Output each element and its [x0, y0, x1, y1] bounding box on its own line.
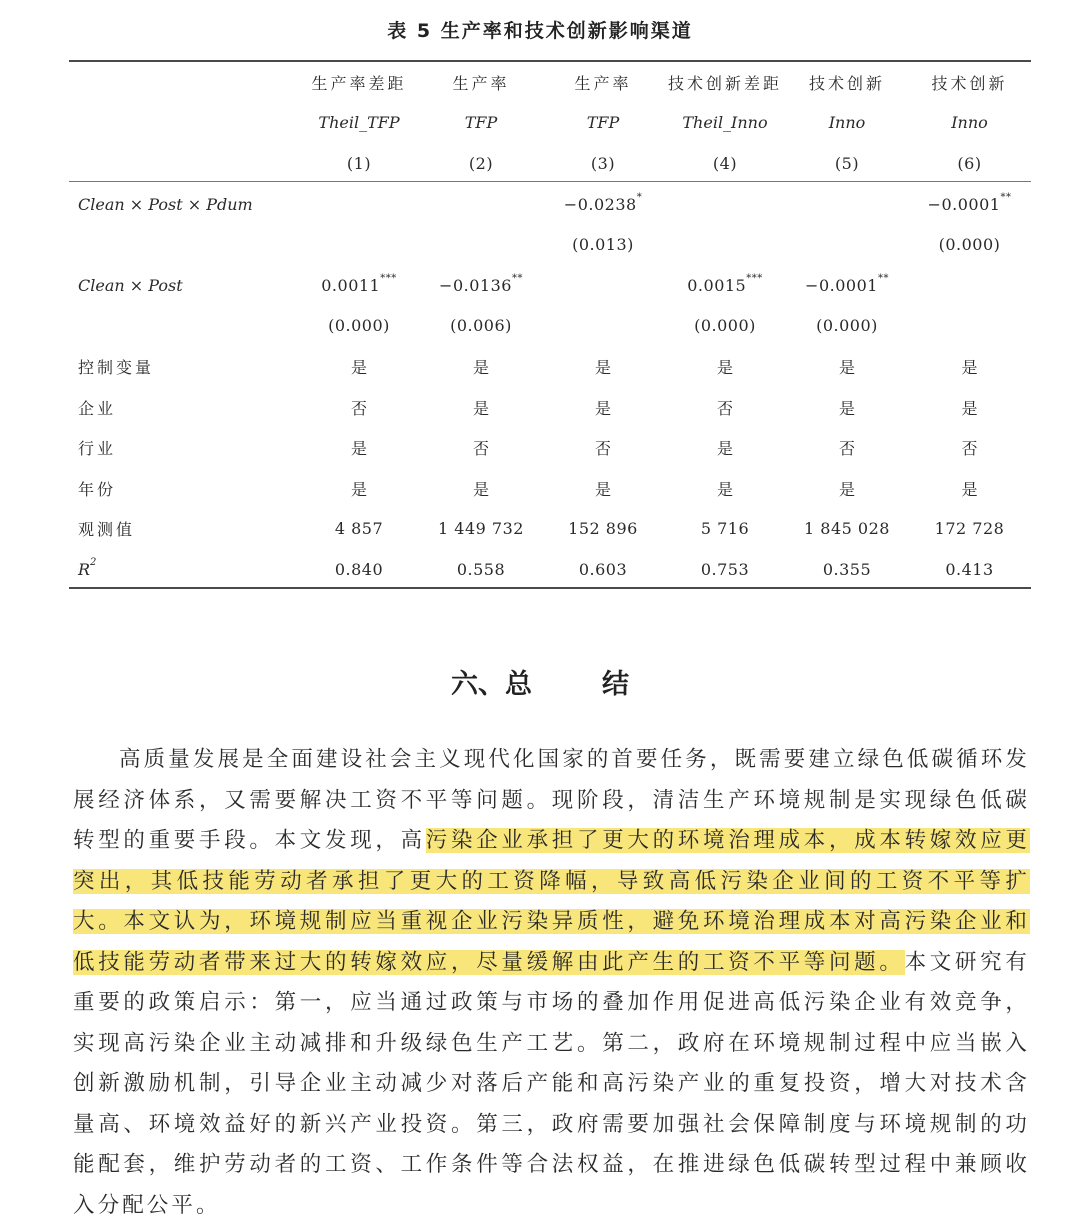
row-label: 行业	[78, 439, 117, 459]
se-cell: (0.000)	[694, 316, 756, 336]
coef-cell	[420, 184, 542, 225]
se-row-interaction2	[69, 306, 1031, 347]
fe-cell: 是	[716, 479, 733, 499]
row-label: 企业	[78, 398, 117, 418]
text-after-highlight: 本文研究有重要的政策启示：第一，应当通过政策与市场的叠加作用促进高低污染企业有效竞争，实现高污染企业主动减排和升级绿色生产工艺。第二，政府在环境规制过程中应当嵌入创新激励机制，引导企业主动减少对落后产能和高污染产业的重复投资，增大对技术含量高、环境效益好的新兴产业投资。第三，政府需要加强社会保障制度与环境规制的功能配套，维护劳动者的工资、工作条件等合法权益，在推进绿色低碳转型过程中兼顾收入分配公平。	[73, 949, 1030, 1218]
se-cell	[908, 306, 1031, 347]
row-label: $R^2$	[78, 556, 97, 579]
fe-cell: 是	[838, 479, 855, 499]
se-cell	[420, 224, 542, 265]
se-cell: (0.000)	[938, 235, 1001, 255]
coef-cell: −0.0001**	[927, 191, 1012, 214]
se-row-interaction3	[69, 224, 1031, 265]
se-cell	[664, 224, 786, 265]
col-label: 生产率	[574, 73, 632, 93]
coef-cell: −0.0001**	[805, 272, 889, 295]
fe-cell: 否	[961, 439, 978, 459]
stat-cell: 0.603	[578, 559, 628, 579]
fe-cell: 是	[350, 439, 367, 459]
row-label: 控制变量	[78, 357, 155, 377]
highlighted-text: 污染企业承担了更大的环境治理成本，成本转嫁效应更突出，其低技能劳动者承担了更大的工资降幅，导致高低污染企业间的工资不平等扩大。本文认为，环境规制应当重视企业污染异质性，避免环境治理成本对高污染企业和低技能劳动者带来过大的转嫁效应，尽量缓解由此产生的工资不平等问题。	[73, 828, 1030, 975]
col-var: Inno	[828, 113, 866, 133]
stat-cell: 0.355	[822, 559, 872, 579]
row-label: 观测值	[78, 520, 136, 540]
fe-cell: 否	[838, 439, 855, 459]
coef-cell	[298, 184, 420, 225]
fe-cell: 否	[472, 439, 489, 459]
col-num: (3)	[590, 153, 616, 173]
row-label: Clean × Post × Pdum	[78, 194, 253, 214]
coef-cell: −0.0136**	[439, 272, 523, 295]
text-before-highlight: 高质量发展是全面建设社会主义现代化国家的首要任务，既需要建立绿色低碳循环发展经济体系，又需要解决工资不平等问题。现阶段，清洁生产环境规制是实现绿色低碳转型的重要手段。本文发现，高	[73, 747, 1030, 853]
fe-cell: 是	[594, 398, 611, 418]
fe-cell: 是	[472, 357, 489, 377]
col-num: (1)	[346, 153, 372, 173]
coef-cell: −0.0238*	[563, 191, 643, 214]
coef-cell: 0.0011***	[321, 272, 397, 295]
coef-cell	[542, 265, 664, 306]
col-num: (4)	[712, 153, 738, 173]
se-cell: (0.006)	[450, 316, 512, 336]
col-label: 技术创新差距	[667, 73, 782, 93]
col-label: 生产率	[452, 73, 510, 93]
stat-cell: 0.413	[945, 559, 994, 579]
fe-cell: 否	[716, 398, 733, 418]
fe-row-industry	[69, 427, 1031, 468]
stat-cell: 1 449 732	[438, 519, 524, 539]
coef-row-interaction2	[69, 265, 1031, 306]
stat-row-obs	[69, 509, 1031, 550]
fe-cell: 否	[350, 398, 367, 418]
col-var: TFP	[586, 113, 620, 133]
stat-cell: 1 845 028	[804, 519, 890, 539]
coef-row-interaction3	[69, 184, 1031, 225]
stat-cell: 0.558	[456, 559, 506, 579]
se-cell	[298, 224, 420, 265]
regression-table	[69, 62, 1031, 590]
se-cell	[786, 224, 908, 265]
body-paragraph	[73, 740, 1030, 1226]
coef-cell	[786, 184, 908, 225]
se-cell: (0.000)	[816, 316, 878, 336]
fe-cell: 否	[594, 439, 611, 459]
fe-cell: 是	[961, 398, 978, 418]
col-var: Inno	[951, 113, 988, 133]
stat-cell: 172 728	[934, 519, 1005, 539]
col-label: 生产率差距	[311, 73, 407, 93]
fe-row-controls	[69, 346, 1031, 387]
section-title-part: 结	[602, 669, 629, 700]
table-caption: 表 5 生产率和技术创新影响渠道	[387, 20, 693, 42]
header-num-row	[69, 143, 1031, 184]
fe-cell: 是	[594, 357, 611, 377]
fe-row-year	[69, 468, 1031, 509]
fe-cell: 是	[350, 357, 367, 377]
col-var: Theil_TFP	[318, 113, 400, 133]
fe-cell: 是	[961, 357, 978, 377]
col-num: (5)	[834, 153, 860, 173]
fe-cell: 是	[716, 357, 733, 377]
section-title-part: 六、总	[451, 669, 532, 700]
col-var: Theil_Inno	[682, 113, 768, 133]
stat-cell: 0.753	[700, 559, 750, 579]
fe-cell: 是	[838, 357, 855, 377]
col-var: TFP	[464, 113, 498, 133]
fe-cell: 是	[716, 439, 733, 459]
header-label-row	[69, 62, 1031, 103]
col-num: (2)	[468, 153, 494, 173]
stat-cell: 152 896	[568, 519, 638, 539]
col-label: 技术创新	[808, 73, 885, 93]
coef-cell	[664, 184, 786, 225]
row-label: Clean × Post	[78, 275, 183, 295]
fe-cell: 是	[472, 398, 489, 418]
fe-cell: 是	[961, 479, 978, 499]
stat-row-r2	[69, 549, 1031, 590]
se-cell: (0.000)	[328, 316, 390, 336]
fe-row-firm	[69, 387, 1031, 428]
fe-cell: 是	[472, 479, 489, 499]
header-var-row	[69, 103, 1031, 144]
section-title	[0, 662, 1080, 702]
fe-cell: 是	[838, 398, 855, 418]
col-label: 技术创新	[931, 73, 1008, 93]
coef-cell	[908, 265, 1031, 306]
stat-cell: 5 716	[700, 519, 750, 539]
fe-cell: 是	[594, 479, 611, 499]
se-cell	[542, 306, 664, 347]
stat-cell: 0.840	[334, 559, 384, 579]
coef-cell: 0.0015***	[687, 272, 763, 295]
col-num: (6)	[957, 153, 982, 173]
fe-cell: 是	[350, 479, 367, 499]
row-label: 年份	[78, 479, 117, 499]
se-cell: (0.013)	[572, 235, 634, 255]
stat-cell: 4 857	[334, 519, 384, 539]
